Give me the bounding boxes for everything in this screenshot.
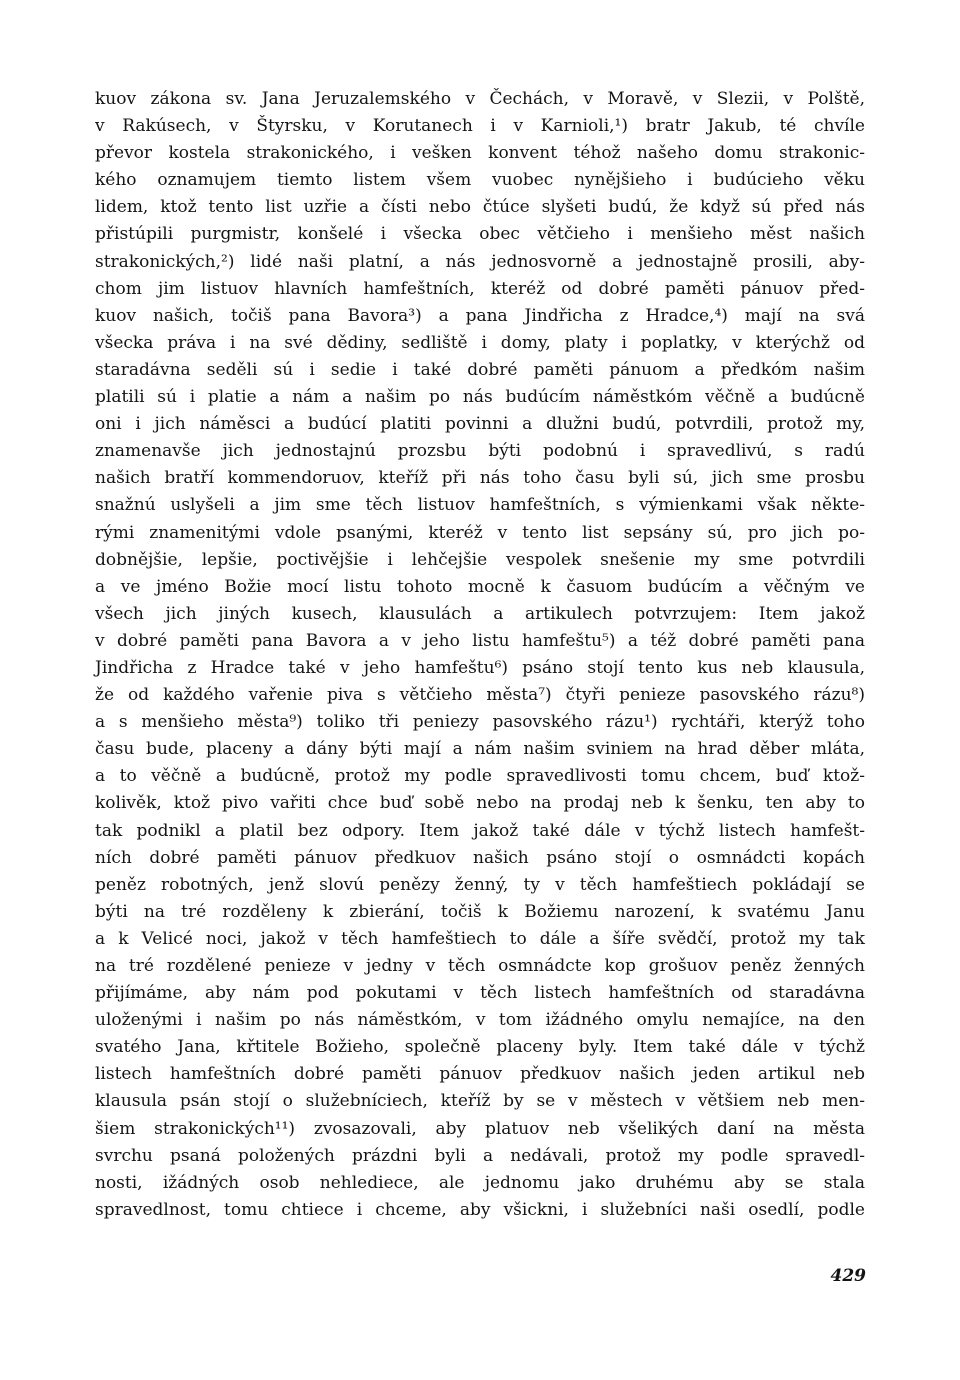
text-line: znamenavše jich jednostajnú prozsbu býti podobnú i spravedlivú, s radú xyxy=(95,441,865,462)
text-line: peněz robotných, jenž slovú penězy ženný, ty v těch hamfeštiech pokládají se xyxy=(95,874,865,895)
text-line: šiem strakonických¹¹) zvosazovali, aby platuov neb všelikých daní na města xyxy=(95,1118,865,1139)
text-line: oni i jich náměsci a budúcí platiti povinni a dlužni budú, potvrdili, protož my, xyxy=(95,414,865,435)
text-line: platili sú i platie a nám a našim po nás budúcím náměstkóm věčně a budúcně xyxy=(95,387,865,408)
text-line: ních dobré paměti pánuov předkuov našich psáno stojí o osmnádcti kopách xyxy=(95,847,865,868)
text-line: kuov zákona sv. Jana Jeruzalemského v Čechách, v Moravě, v Slezii, v Polště, xyxy=(95,89,865,109)
text-line: a k Velicé noci, jakož v těch hamfeštiech to dále a šíře svědčí, protož my tak xyxy=(95,928,865,949)
page-number: 429 xyxy=(830,1266,866,1286)
text-line: přistúpili purgmistr, konšelé i všecka obec větčieho i menšieho měst našich xyxy=(95,224,865,245)
text-line: listech hamfeštních dobré paměti pánuov předkuov našich jeden artikul neb xyxy=(95,1064,865,1085)
text-line: a to věčně a budúcně, protož my podle spravedlivosti tomu chcem, buď ktož- xyxy=(95,766,865,787)
text-line: na tré rozdělené penieze v jedny v těch osmnádcte kop grošuov peněz ženných xyxy=(95,956,865,976)
text-line: Jindřicha z Hradce také v jeho hamfeštu⁶) psáno stojí tento kus neb klausula, xyxy=(95,657,865,678)
text-line: a s menšieho města⁹) toliko tři peniezy pasovského rázu¹) rychtáři, kterýž toho xyxy=(95,712,865,733)
text-line: uloženými i našim po nás náměstkóm, v tom ižádného omylu nemajíce, na den xyxy=(95,1010,865,1031)
text-line: rými znamenitými vdole psanými, kteréž v tento list sepsány sú, pro jich po- xyxy=(95,522,865,543)
text-line: kého oznamujem tiemto listem všem vuobec nynějšieho i budúcieho věku xyxy=(95,170,865,191)
text-line: dobnějšie, lepšie, poctivějšie i lehčejšie vespolek snešenie my sme potvrdili xyxy=(95,549,865,570)
text-line: v Rakúsech, v Štyrsku, v Korutanech i v Karnioli,¹) bratr Jakub, té chvíle xyxy=(95,116,865,137)
text-line: lidem, ktož tento list uzřie a čísti nebo čtúce slyšeti budú, že když sú před nás xyxy=(95,197,865,218)
text-line: chom jim listuov hlavních hamfeštních, kteréž od dobré paměti pánuov před- xyxy=(95,278,865,299)
text-line: našich bratří kommendoruov, kteříž při nás toho času byli sú, jich sme prosbu xyxy=(95,468,865,489)
text-line: kuov našich, točiš pana Bavora³) a pana Jindřicha z Hradce,⁴) mají na svá xyxy=(95,305,865,326)
text-line: snažnú uslyšeli a jim sme těch listuov hamfeštních, s výmienkami však někte- xyxy=(95,495,865,516)
text-line: nosti, ižádných osob nehlediece, ale jednomu jako druhému aby se stala xyxy=(95,1172,865,1193)
body-text xyxy=(95,86,865,1224)
text-line: přijímáme, aby nám pod pokutami v těch listech hamfeštních od staradávna xyxy=(95,983,865,1004)
text-line: a ve jméno Božie mocí listu tohoto mocně k časuom budúcím a věčným ve xyxy=(95,576,865,597)
text-line: že od každého vařenie piva s větčieho města⁷) čtyři penieze pasovského rázu⁸) xyxy=(95,685,865,706)
text-line: času bude, placeny a dány býti mají a nám našim sviniem na hrad děber mláta, xyxy=(95,739,865,760)
text-line: kolivěk, ktož pivo vařiti chce buď sobě nebo na prodaj neb k šenku, ten aby to xyxy=(95,793,865,814)
text-line: staradávna seděli sú i sedie i také dobré paměti pánuom a předkóm našim xyxy=(95,359,865,380)
text-line: všecka práva i na své dědiny, sedliště i domy, platy i poplatky, v kterýchž od xyxy=(95,332,865,353)
text-line: všech jich jiných kusech, klausulách a artikulech potvrzujem: Item jakož xyxy=(95,603,865,624)
text-line: svrchu psaná položených prázdni byli a nedávali, protož my podle spravedl- xyxy=(95,1145,865,1166)
text-line: tak podnikl a platil bez odpory. Item jakož také dále v týchž listech hamfešt- xyxy=(95,820,865,841)
text-line: v dobré paměti pana Bavora a v jeho listu hamfeštu⁵) a též dobré paměti pana xyxy=(95,630,865,651)
text-line: býti na tré rozděleny k zbierání, točiš k Božiemu narození, k svatému Janu xyxy=(95,901,865,922)
text-line: klausula psán stojí o služebníciech, kteříž by se v městech v většiem neb men- xyxy=(95,1091,865,1112)
text-line: svatého Jana, křtitele Božieho, společně placeny byly. Item také dále v týchž xyxy=(95,1037,865,1058)
text-line: strakonických,²) lidé naši platní, a nás jednosvorně a jednostajně prosili, aby- xyxy=(95,251,865,272)
text-line: spravedlnost, tomu chtiece i chceme, aby všickni, i služebníci naši osedlí, podle xyxy=(95,1199,865,1220)
text-line: převor kostela strakonického, i vešken konvent téhož našeho domu strakonic- xyxy=(95,143,865,164)
